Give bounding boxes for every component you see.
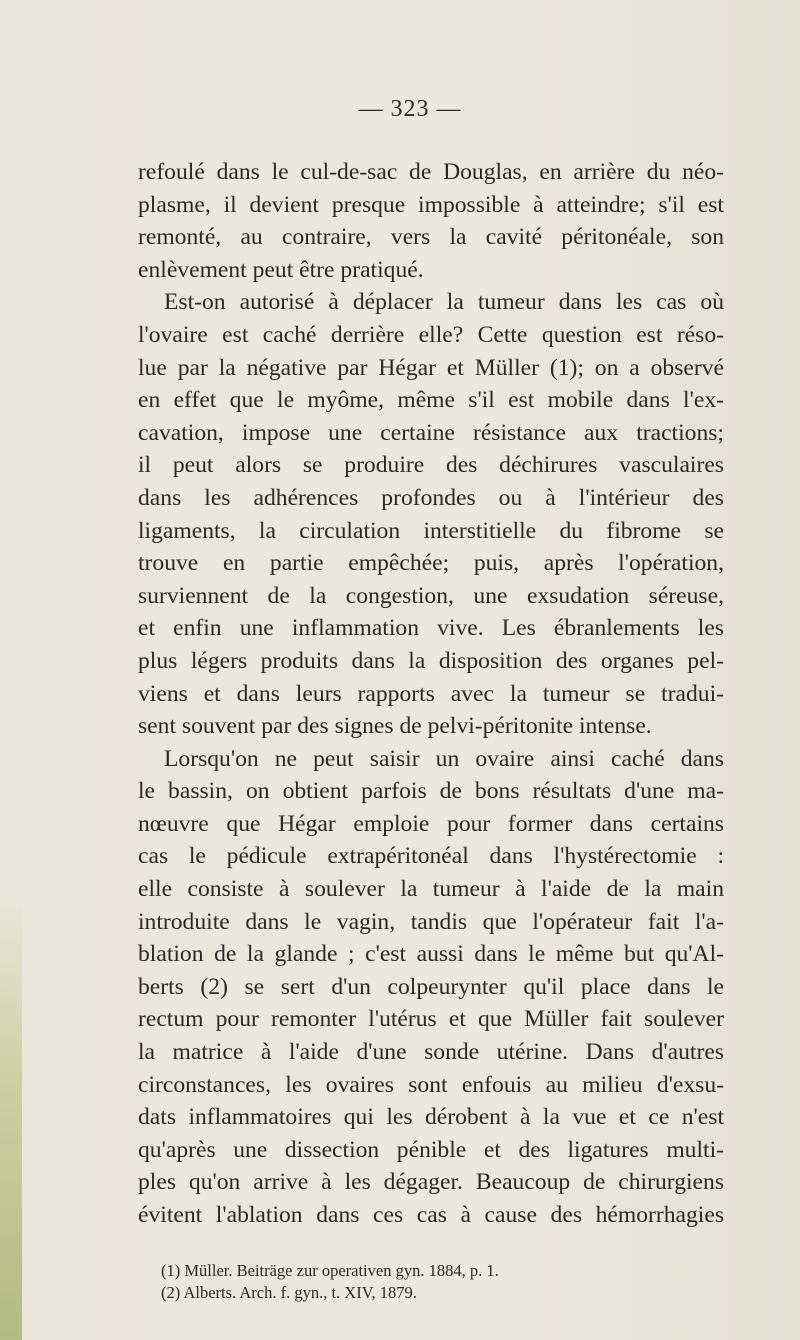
text-line: remonté, au contraire, vers la cavité péritonéale, son: [138, 224, 724, 251]
text-line: blation de la glande ; c'est aussi dans le même but qu'Al-: [138, 941, 724, 968]
text-line: qu'après une dissection pénible et des ligatures multi-: [138, 1136, 724, 1163]
text-line: plus légers produits dans la disposition des organes pel-: [138, 647, 724, 674]
text-line: rectum pour remonter l'utérus et que Müller fait soulever: [138, 1006, 724, 1033]
text-line: trouve en partie empêchée; puis, après l'opération,: [138, 550, 724, 577]
text-line: dats inflammatoires qui les dérobent à la vue et ce n'est: [138, 1104, 724, 1131]
text-line: ligaments, la circulation interstitielle du fibrome se: [138, 517, 724, 544]
text-line: viens et dans leurs rapports avec la tumeur se tradui-: [138, 680, 724, 707]
text-line: cas le pédicule extrapéritonéal dans l'hystérectomie :: [138, 843, 724, 870]
text-line: berts (2) se sert d'un colpeurynter qu'il place dans le: [138, 973, 724, 1000]
text-line: évitent l'ablation dans ces cas à cause des hémorrhagies: [138, 1202, 724, 1228]
text-line: le bassin, on obtient parfois de bons résultats d'une ma-: [138, 778, 724, 805]
footnotes: [161, 1260, 721, 1304]
text-line: Est-on autorisé à déplacer la tumeur dans les cas où: [164, 289, 724, 316]
text-line: circonstances, les ovaires sont enfouis au milieu d'exsu-: [138, 1071, 724, 1098]
text-line: nœuvre que Hégar emploie pour former dans certains: [138, 810, 724, 837]
footnote: (2) Alberts. Arch. f. gyn., t. XIV, 1879.: [161, 1283, 417, 1302]
text-line: sent souvent par des signes de pelvi-péritonite intense.: [138, 713, 652, 740]
text-line: ples qu'on arrive à les dégager. Beaucoup de chirurgiens: [138, 1169, 724, 1196]
text-line: plasme, il devient presque impossible à atteindre; s'il est: [138, 191, 724, 218]
text-line: cavation, impose une certaine résistance aux tractions;: [138, 419, 724, 446]
text-line: il peut alors se produire des déchirures vasculaires: [138, 452, 724, 479]
text-line: refoulé dans le cul-de-sac de Douglas, en arrière du néo-: [138, 159, 724, 185]
text-line: en effet que le myôme, même s'il est mobile dans l'ex-: [138, 387, 724, 414]
body-text: [138, 156, 724, 1232]
page-number: [0, 96, 800, 123]
page-number-text: — 323 —: [358, 96, 462, 122]
text-line: dans les adhérences profondes ou à l'intérieur des: [138, 484, 724, 511]
text-line: et enfin une inflammation vive. Les ébranlements les: [138, 615, 724, 642]
page-edge-stain: [0, 900, 22, 1340]
text-line: lue par la négative par Hégar et Müller (1); on a observé: [138, 354, 724, 381]
text-line: enlèvement peut être pratiqué.: [138, 256, 424, 283]
footnote: (1) Müller. Beiträge zur operativen gyn. 1884, p. 1.: [161, 1261, 499, 1280]
text-line: Lorsqu'on ne peut saisir un ovaire ainsi caché dans: [164, 745, 724, 772]
text-line: l'ovaire est caché derrière elle? Cette question est réso-: [138, 321, 724, 348]
text-line: introduite dans le vagin, tandis que l'opérateur fait l'a-: [138, 908, 724, 935]
text-line: la matrice à l'aide d'une sonde utérine. Dans d'autres: [138, 1039, 724, 1066]
text-line: elle consiste à soulever la tumeur à l'aide de la main: [138, 876, 724, 903]
text-line: surviennent de la congestion, une exsudation séreuse,: [138, 582, 724, 609]
